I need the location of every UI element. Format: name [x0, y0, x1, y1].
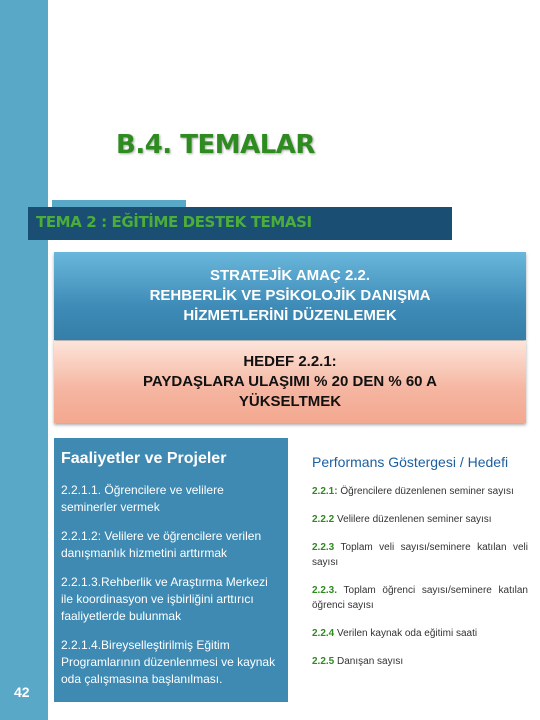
theme-bar: [28, 207, 452, 240]
performance-code: 2.2.4: [312, 628, 335, 639]
performance-code: 2.2.3: [312, 542, 335, 553]
target-line: PAYDAŞLARA ULAŞIMI % 20 DEN % 60 A: [143, 373, 437, 390]
performance-header: Performans Göstergesi / Hedefi: [312, 454, 509, 470]
performance-code: 2.2.1:: [312, 486, 338, 497]
performance-text: Danışan sayısı: [334, 656, 404, 667]
target-line: HEDEF 2.2.1:: [243, 353, 337, 370]
performance-code: 2.2.3.: [312, 585, 338, 596]
performance-item: [312, 626, 528, 641]
performance-text: Toplam öğrenci sayısı/seminere katılan öğrenci sayısı: [312, 585, 528, 611]
target-line: YÜKSELTMEK: [238, 393, 342, 410]
activities-box: [54, 438, 288, 702]
performance-item: [312, 654, 528, 669]
performance-item: [312, 583, 528, 613]
performance-text: Velilere düzenlenen seminer sayısı: [334, 514, 492, 525]
performance-text: Öğrencilere düzenlenen seminer sayısı: [337, 486, 514, 497]
performance-text: Verilen kaynak oda eğitimi saati: [334, 628, 478, 639]
corner-white-inset: [52, 0, 186, 200]
activity-item: 2.2.1.1. Öğrencilere ve velilere seminerler vermek: [61, 483, 224, 514]
performance-text: Toplam veli sayısı/seminere katılan veli sayısı: [312, 542, 528, 568]
strategic-goal-box: [54, 252, 526, 340]
performance-code: 2.2.2: [312, 514, 335, 525]
performance-item: [312, 484, 528, 499]
strategic-goal-line: REHBERLİK VE PSİKOLOJİK DANIŞMA: [149, 287, 431, 304]
performance-box: [306, 438, 532, 720]
theme-title: TEMA 2 : EĞİTİME DESTEK TEMASI: [36, 213, 312, 231]
performance-item: [312, 540, 528, 570]
strategic-goal-line: HİZMETLERİNİ DÜZENLEMEK: [183, 307, 397, 324]
page-number: 42: [14, 684, 30, 700]
strategic-goal-line: STRATEJİK AMAÇ 2.2.: [209, 267, 371, 284]
performance-item: [312, 512, 528, 527]
activity-item: 2.2.1.4.Bireyselleştirilmiş Eğitim Programlarının düzenlenmesi ve kaynak oda çalışmasına başlanılması.: [61, 638, 276, 686]
activities-header: Faaliyetler ve Projeler: [61, 450, 227, 467]
activity-item: 2.2.1.3.Rehberlik ve Araştırma Merkezi ile koordinasyon ve işbirliğini arttırıcı faaliyetlerde bulunmak: [61, 575, 268, 623]
performance-code: 2.2.5: [312, 656, 335, 667]
page-title: B.4. TEMALAR: [116, 130, 315, 160]
activity-item: 2.2.1.2: Velilere ve öğrencilere verilen danışmanlık hizmetini arttırmak: [61, 529, 262, 560]
target-box: [54, 341, 526, 423]
